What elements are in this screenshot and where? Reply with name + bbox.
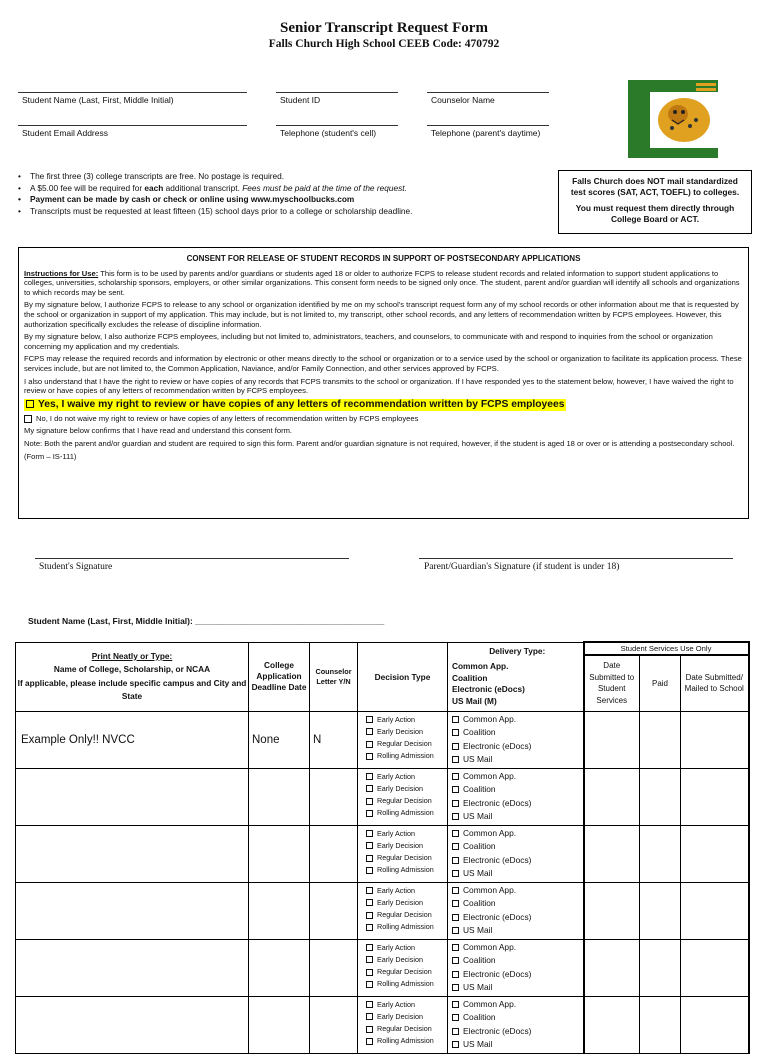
college-cell[interactable] xyxy=(16,996,249,1053)
checkbox[interactable] xyxy=(366,1013,373,1020)
decision-type-header: Decision Type xyxy=(358,642,448,711)
waive-yes-option[interactable]: Yes, I waive my right to review or have copies of any letters of recommendation written by FCPS employees xyxy=(24,399,743,411)
decision-option[interactable]: Regular Decision xyxy=(366,795,447,807)
student-email-label: Student Email Address xyxy=(22,128,108,138)
delivery-option[interactable]: Coalition xyxy=(452,897,583,911)
decision-option[interactable]: Early Decision xyxy=(366,783,447,795)
checkbox[interactable] xyxy=(366,912,373,919)
counselor-letter-cell[interactable] xyxy=(310,882,358,939)
checkbox[interactable] xyxy=(452,843,459,850)
table-row xyxy=(16,825,749,882)
checkbox[interactable] xyxy=(452,716,459,723)
college-header: Print Neatly or Type: Name of College, Scholarship, or NCAA If applicable, please include specific campus and City and State xyxy=(16,642,249,711)
consent-section xyxy=(18,247,749,519)
student-signature-label: Student's Signature xyxy=(39,562,113,572)
checkbox[interactable] xyxy=(366,855,373,862)
date-mailed-header: Date Submitted/ Mailed to School xyxy=(681,655,749,711)
consent-paragraph-3: FCPS may release the required records and information by electronic or other means directly to the school or organization or to a service used by the school or organization to facilitate its application process. These services include, but are not limited to, the Common Application, Naviance, and/or Family Connection, and other services approved by FCPS. xyxy=(24,354,742,373)
delivery-type-cell xyxy=(448,996,584,1053)
checkbox[interactable] xyxy=(452,729,459,736)
checkbox[interactable] xyxy=(452,1014,459,1021)
date-submitted-cell[interactable] xyxy=(584,996,640,1053)
student-id-label: Student ID xyxy=(280,95,321,105)
decision-option[interactable]: Rolling Admission xyxy=(366,750,447,762)
bullet-deadline: • Transcripts must be requested at least fifteen (15) school days prior to a college or scholarship deadline. xyxy=(18,206,548,218)
checkbox[interactable] xyxy=(366,944,373,951)
counselor-letter-header: Counselor Letter Y/N xyxy=(310,642,358,711)
deadline-header: College Application Deadline Date xyxy=(249,642,310,711)
date-submitted-cell[interactable] xyxy=(584,825,640,882)
date-submitted-cell[interactable] xyxy=(584,882,640,939)
delivery-option[interactable]: Common App. xyxy=(452,998,583,1012)
decision-option[interactable]: Rolling Admission xyxy=(366,807,447,819)
waive-yes-checkbox[interactable] xyxy=(26,400,34,408)
delivery-type-cell xyxy=(448,882,584,939)
decision-option[interactable]: Early Action xyxy=(366,999,447,1011)
checkbox[interactable] xyxy=(366,716,373,723)
delivery-option[interactable]: Coalition xyxy=(452,783,583,797)
date-mailed-cell[interactable] xyxy=(681,711,749,768)
counselor-letter-cell[interactable] xyxy=(310,768,358,825)
decision-option[interactable]: Rolling Admission xyxy=(366,1035,447,1047)
delivery-option[interactable]: Coalition xyxy=(452,726,583,740)
delivery-option[interactable]: Common App. xyxy=(452,884,583,898)
consent-note: Note: Both the parent and/or guardian and student are required to sign this form. Parent and/or guardian signature is not required, however, if the student is aged 18 or over or is attending a postsecondary school. xyxy=(24,438,735,448)
delivery-type-cell xyxy=(448,768,584,825)
checkbox[interactable] xyxy=(366,981,373,988)
decision-option[interactable]: Rolling Admission xyxy=(366,978,447,990)
telephone-parent-line[interactable] xyxy=(427,125,549,126)
decision-type-cell xyxy=(358,825,448,882)
checkbox[interactable] xyxy=(452,1028,459,1035)
delivery-option[interactable]: Common App. xyxy=(452,827,583,841)
checkbox[interactable] xyxy=(366,924,373,931)
delivery-option[interactable]: Electronic (eDocs) xyxy=(452,968,583,982)
deadline-cell[interactable] xyxy=(249,768,310,825)
delivery-option[interactable]: Common App. xyxy=(452,770,583,784)
checkbox[interactable] xyxy=(452,914,459,921)
decision-option[interactable]: Early Decision xyxy=(366,954,447,966)
student-name-fill-line[interactable]: Student Name (Last, First, Middle Initial): ________________________________________ xyxy=(28,616,385,626)
consent-instructions: Instructions for Use: This form is to be used by parents and/or guardians or students aged 18 or older to authorize FCPS to release student records and related information to support student applications to colleges, universities, scholarship sponsors, employers, or other similar organizations. This consent form needs to be signed only once. The student, parent and/or guardian will identify all schools and organizations to which records may be sent. xyxy=(24,268,740,297)
checkbox[interactable] xyxy=(452,900,459,907)
date-submitted-cell[interactable] xyxy=(584,768,640,825)
checkbox[interactable] xyxy=(452,830,459,837)
deadline-cell[interactable] xyxy=(249,939,310,996)
decision-option[interactable]: Early Action xyxy=(366,771,447,783)
checkbox[interactable] xyxy=(366,798,373,805)
student-signature-line[interactable] xyxy=(35,558,349,559)
checkbox[interactable] xyxy=(366,810,373,817)
paid-cell[interactable] xyxy=(640,768,681,825)
test-scores-notice xyxy=(558,170,752,234)
decision-option[interactable]: Early Decision xyxy=(366,726,447,738)
checkbox[interactable] xyxy=(366,773,373,780)
checkbox[interactable] xyxy=(452,984,459,991)
decision-option[interactable]: Regular Decision xyxy=(366,909,447,921)
delivery-type-cell xyxy=(448,825,584,882)
college-cell[interactable] xyxy=(16,768,249,825)
table-row xyxy=(16,996,749,1053)
paid-cell[interactable] xyxy=(640,825,681,882)
counselor-name-label: Counselor Name xyxy=(431,95,495,105)
telephone-parent-label: Telephone (parent's daytime) xyxy=(431,128,541,138)
college-cell[interactable] xyxy=(16,825,249,882)
checkbox[interactable] xyxy=(452,957,459,964)
deadline-cell[interactable]: None xyxy=(249,711,310,768)
paid-header: Paid xyxy=(640,655,681,711)
parent-signature-label: Parent/Guardian's Signature (if student is under 18) xyxy=(424,562,620,572)
decision-option[interactable]: Early Decision xyxy=(366,897,447,909)
checkbox[interactable] xyxy=(452,927,459,934)
delivery-option[interactable]: Electronic (eDocs) xyxy=(452,797,583,811)
delivery-option[interactable]: Coalition xyxy=(452,954,583,968)
checkbox[interactable] xyxy=(366,1026,373,1033)
counselor-letter-cell[interactable] xyxy=(310,996,358,1053)
delivery-type-header: Delivery Type: Common App. Coalition Electronic (eDocs) US Mail (M) xyxy=(448,642,584,711)
delivery-option[interactable]: Electronic (eDocs) xyxy=(452,740,583,754)
telephone-cell-line[interactable] xyxy=(276,125,398,126)
student-id-line[interactable] xyxy=(276,92,398,93)
date-submitted-header: Date Submitted to Student Services xyxy=(584,655,640,711)
checkbox[interactable] xyxy=(452,773,459,780)
consent-heading: CONSENT FOR RELEASE OF STUDENT RECORDS IN SUPPORT OF POSTSECONDARY APPLICATIONS xyxy=(186,254,581,263)
delivery-option[interactable]: Coalition xyxy=(452,840,583,854)
delivery-type-cell xyxy=(448,939,584,996)
checkbox[interactable] xyxy=(366,899,373,906)
request-table xyxy=(15,641,750,1054)
deadline-cell[interactable] xyxy=(249,882,310,939)
delivery-type-cell xyxy=(448,711,584,768)
checkbox[interactable] xyxy=(366,728,373,735)
checkbox[interactable] xyxy=(366,830,373,837)
table-row xyxy=(16,711,749,768)
checkbox[interactable] xyxy=(366,956,373,963)
checkbox[interactable] xyxy=(366,1038,373,1045)
decision-option[interactable]: Early Action xyxy=(366,942,447,954)
waive-no-option[interactable]: No, I do not waive my right to review or have copies of any letters of recommendation written by FCPS employees xyxy=(24,414,743,424)
checkbox[interactable] xyxy=(452,800,459,807)
checkbox[interactable] xyxy=(452,813,459,820)
paid-cell[interactable] xyxy=(640,882,681,939)
table-row xyxy=(16,939,749,996)
college-cell[interactable] xyxy=(16,939,249,996)
student-name-label: Student Name (Last, First, Middle Initial) xyxy=(22,95,174,105)
checkbox[interactable] xyxy=(452,756,459,763)
paid-cell[interactable] xyxy=(640,939,681,996)
decision-type-cell xyxy=(358,996,448,1053)
consent-paragraph-5: My signature below confirms that I have read and understand this consent form. xyxy=(24,426,293,436)
date-submitted-cell[interactable] xyxy=(584,939,640,996)
checkbox[interactable] xyxy=(366,1001,373,1008)
checkbox[interactable] xyxy=(452,971,459,978)
delivery-option[interactable]: Common App. xyxy=(452,941,583,955)
college-cell[interactable] xyxy=(16,882,249,939)
checkbox[interactable] xyxy=(366,842,373,849)
checkbox[interactable] xyxy=(452,743,459,750)
telephone-cell-label: Telephone (student's cell) xyxy=(280,128,377,138)
checkbox[interactable] xyxy=(366,887,373,894)
checkbox[interactable] xyxy=(366,753,373,760)
consent-paragraph-4: I also understand that I have the right to review or have copies of any records that FCPS transmits to the school or organization. If I have responded yes to the statement below, however, I have waived the right to review or have copies of any letters of recommendation written by FCPS employees. xyxy=(24,376,734,396)
consent-paragraph-2: By my signature below, I also authorize FCPS employees, including but not limited to, administrators, teachers, and counselors, to communicate with and respond to inquiries from the school or organization concerning my application and my credentials. xyxy=(24,332,713,351)
page-subtitle: Falls Church High School CEEB Code: 470792 xyxy=(268,38,500,50)
delivery-option[interactable]: US Mail xyxy=(452,867,583,881)
delivery-option[interactable]: US Mail xyxy=(452,924,583,938)
checkbox[interactable] xyxy=(366,969,373,976)
decision-option[interactable]: Early Decision xyxy=(366,840,447,852)
counselor-letter-cell[interactable]: N xyxy=(310,711,358,768)
decision-type-cell xyxy=(358,939,448,996)
info-bullets xyxy=(18,171,548,217)
delivery-option[interactable]: Common App. xyxy=(452,713,583,727)
checkbox[interactable] xyxy=(452,1041,459,1048)
decision-option[interactable]: Regular Decision xyxy=(366,738,447,750)
decision-type-cell xyxy=(358,768,448,825)
parent-signature-line[interactable] xyxy=(419,558,733,559)
delivery-option[interactable]: Electronic (eDocs) xyxy=(452,854,583,868)
decision-type-cell xyxy=(358,711,448,768)
checkbox[interactable] xyxy=(366,867,373,874)
college-cell[interactable]: Example Only!! NVCC xyxy=(16,711,249,768)
delivery-option[interactable]: Coalition xyxy=(452,1011,583,1025)
consent-paragraph-1: By my signature below, I authorize FCPS to release to any school or organization identified by me on my school's transcript request form any of my school records or other information about me that is requested by the school or organization in support of my application. This may include, but is not limited to, my transcript, other school records, and any letters of recommendation written by FCPS employees. However, this authorization specifically excludes the release of discipline information. xyxy=(24,300,739,329)
school-logo xyxy=(628,80,720,158)
date-submitted-cell[interactable] xyxy=(584,711,640,768)
form-id: (Form – IS-111) xyxy=(24,451,77,461)
date-mailed-cell[interactable] xyxy=(681,768,749,825)
counselor-letter-cell[interactable] xyxy=(310,825,358,882)
checkbox[interactable] xyxy=(366,785,373,792)
counselor-name-line[interactable] xyxy=(427,92,549,93)
decision-option[interactable]: Regular Decision xyxy=(366,1023,447,1035)
checkbox[interactable] xyxy=(452,887,459,894)
deadline-cell[interactable] xyxy=(249,996,310,1053)
delivery-option[interactable]: US Mail xyxy=(452,1038,583,1052)
date-mailed-cell[interactable] xyxy=(681,996,749,1053)
counselor-letter-cell[interactable] xyxy=(310,939,358,996)
paid-cell[interactable] xyxy=(640,711,681,768)
delivery-option[interactable]: US Mail xyxy=(452,981,583,995)
decision-option[interactable]: Regular Decision xyxy=(366,852,447,864)
decision-option[interactable]: Early Action xyxy=(366,885,447,897)
student-email-line[interactable] xyxy=(18,125,247,126)
deadline-cell[interactable] xyxy=(249,825,310,882)
page-title: Senior Transcript Request Form xyxy=(280,20,488,36)
notice-line-1: Falls Church does NOT mail standardized test scores (SAT, ACT, TOEFL) to colleges. xyxy=(570,176,740,197)
checkbox[interactable] xyxy=(452,944,459,951)
decision-option[interactable]: Rolling Admission xyxy=(366,921,447,933)
staff-use-header: Student Services Use Only xyxy=(584,642,749,655)
checkbox[interactable] xyxy=(366,741,373,748)
bullet-fee: • A $5.00 fee will be required for each additional transcript. Fees must be paid at the time of the request. xyxy=(18,183,548,195)
decision-option[interactable]: Early Action xyxy=(366,714,447,726)
date-mailed-cell[interactable] xyxy=(681,939,749,996)
delivery-option[interactable]: Electronic (eDocs) xyxy=(452,1025,583,1039)
student-name-line[interactable] xyxy=(18,92,247,93)
delivery-option[interactable]: US Mail xyxy=(452,753,583,767)
decision-type-cell xyxy=(358,882,448,939)
delivery-option[interactable]: Electronic (eDocs) xyxy=(452,911,583,925)
bullet-payment: • Payment can be made by cash or check or online using www.myschoolbucks.com xyxy=(18,194,548,206)
checkbox[interactable] xyxy=(452,857,459,864)
checkbox[interactable] xyxy=(452,870,459,877)
decision-option[interactable]: Regular Decision xyxy=(366,966,447,978)
notice-line-2: You must request them directly through College Board or ACT. xyxy=(575,203,735,224)
table-row xyxy=(16,882,749,939)
table-row xyxy=(16,768,749,825)
delivery-option[interactable]: US Mail xyxy=(452,810,583,824)
paid-cell[interactable] xyxy=(640,996,681,1053)
checkbox[interactable] xyxy=(452,786,459,793)
date-mailed-cell[interactable] xyxy=(681,882,749,939)
decision-option[interactable]: Early Decision xyxy=(366,1011,447,1023)
decision-option[interactable]: Rolling Admission xyxy=(366,864,447,876)
checkbox[interactable] xyxy=(452,1001,459,1008)
decision-option[interactable]: Early Action xyxy=(366,828,447,840)
date-mailed-cell[interactable] xyxy=(681,825,749,882)
waive-no-checkbox[interactable] xyxy=(24,415,32,423)
bullet-free-transcripts: • The first three (3) college transcripts are free. No postage is required. xyxy=(18,171,548,183)
